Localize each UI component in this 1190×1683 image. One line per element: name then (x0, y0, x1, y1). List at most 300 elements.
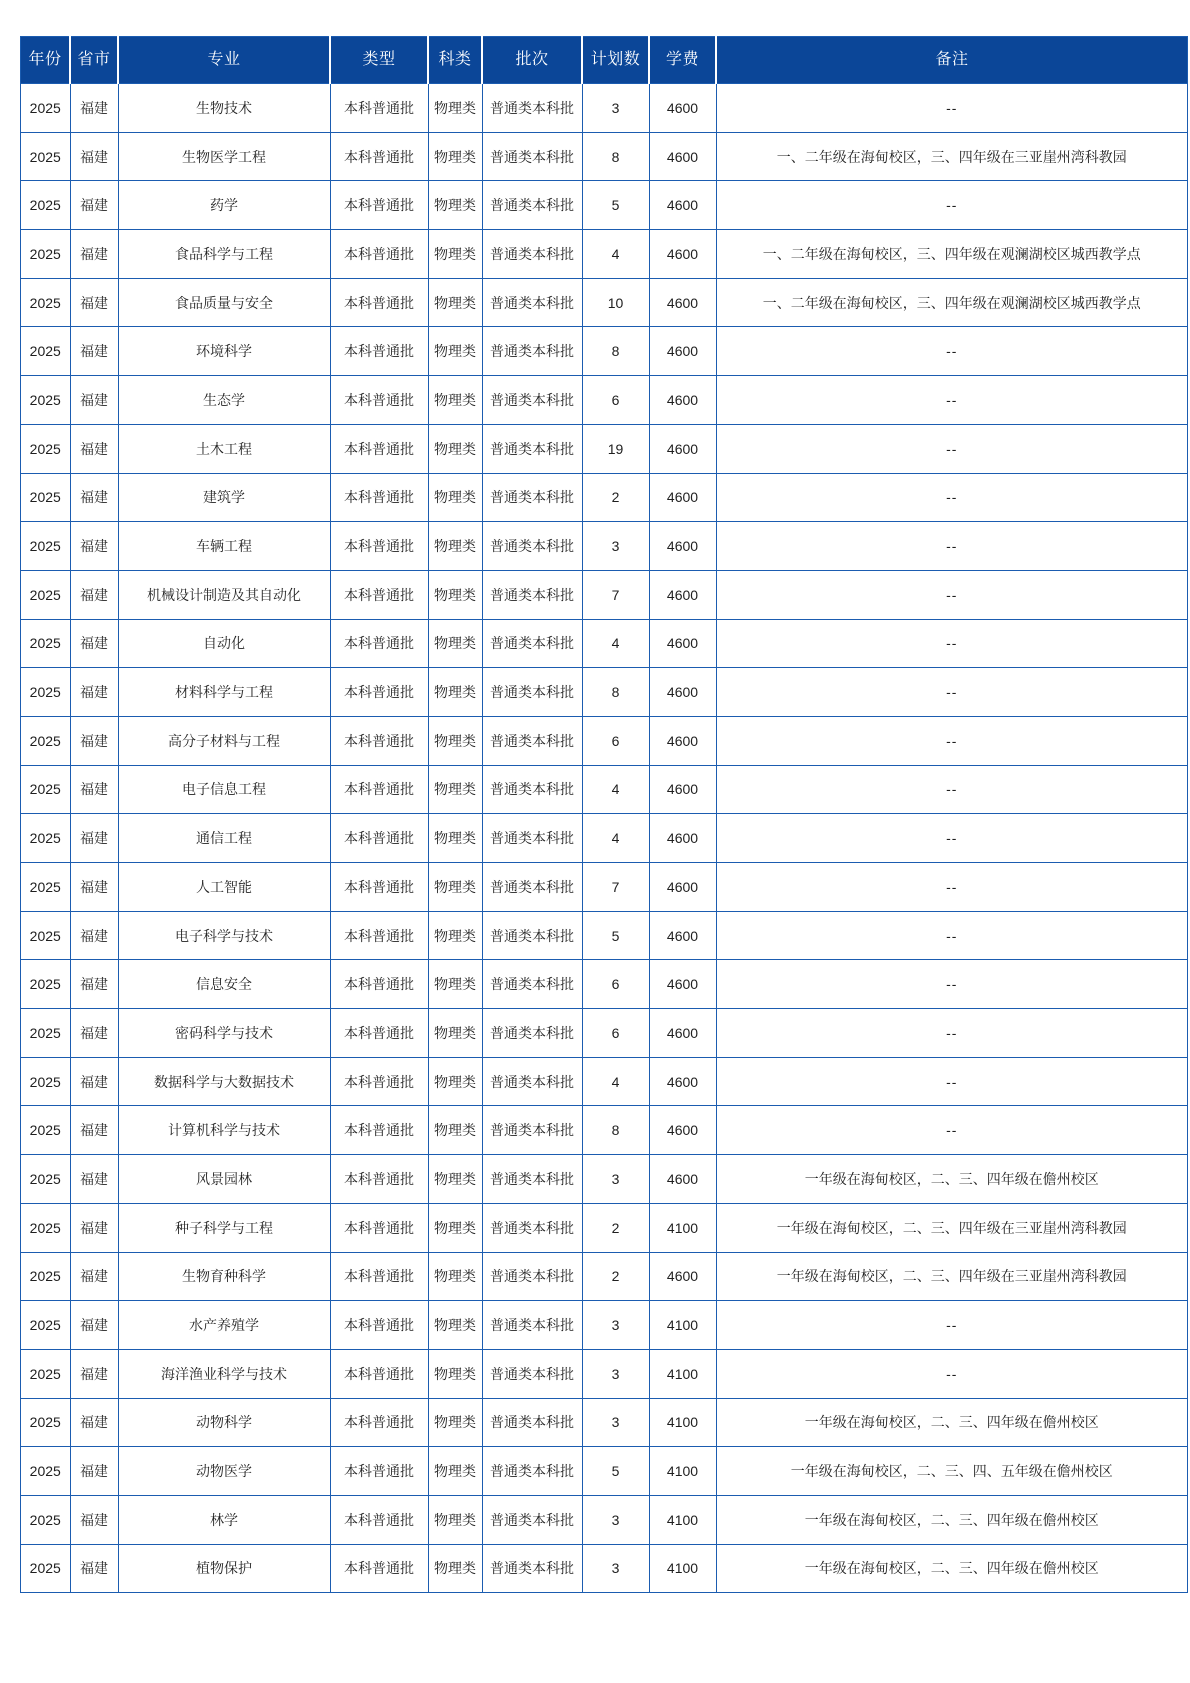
table-row (21, 1009, 1188, 1058)
cell-plan: 8 (582, 668, 649, 717)
cell-major: 风景园林 (118, 1155, 330, 1204)
cell-type: 本科普通批 (330, 1057, 428, 1106)
cell-prov: 福建 (70, 230, 118, 279)
table-row (21, 1057, 1188, 1106)
cell-batch: 普通类本科批 (482, 619, 582, 668)
cell-batch: 普通类本科批 (482, 278, 582, 327)
cell-subj: 物理类 (428, 1301, 482, 1350)
cell-prov: 福建 (70, 863, 118, 912)
cell-year: 2025 (21, 960, 71, 1009)
cell-batch: 普通类本科批 (482, 230, 582, 279)
cell-batch: 普通类本科批 (482, 814, 582, 863)
cell-major: 建筑学 (118, 473, 330, 522)
cell-remark: -- (716, 181, 1188, 230)
cell-year: 2025 (21, 716, 71, 765)
cell-remark: 一、二年级在海甸校区，三、四年级在观澜湖校区城西教学点 (716, 230, 1188, 279)
cell-subj: 物理类 (428, 522, 482, 571)
cell-major: 食品质量与安全 (118, 278, 330, 327)
cell-remark: -- (716, 522, 1188, 571)
table-row (21, 230, 1188, 279)
cell-batch: 普通类本科批 (482, 522, 582, 571)
column-header-prov: 省市 (70, 37, 118, 84)
cell-remark: -- (716, 1057, 1188, 1106)
cell-subj: 物理类 (428, 668, 482, 717)
cell-remark: -- (716, 1349, 1188, 1398)
cell-remark: -- (716, 619, 1188, 668)
cell-type: 本科普通批 (330, 960, 428, 1009)
cell-major: 种子科学与工程 (118, 1203, 330, 1252)
cell-type: 本科普通批 (330, 181, 428, 230)
table-row (21, 668, 1188, 717)
cell-year: 2025 (21, 473, 71, 522)
cell-fee: 4600 (649, 619, 716, 668)
cell-type: 本科普通批 (330, 814, 428, 863)
cell-type: 本科普通批 (330, 327, 428, 376)
cell-remark: 一、二年级在海甸校区，三、四年级在三亚崖州湾科教园 (716, 132, 1188, 181)
cell-year: 2025 (21, 1349, 71, 1398)
cell-major: 水产养殖学 (118, 1301, 330, 1350)
column-header-fee: 学费 (649, 37, 716, 84)
table-row (21, 181, 1188, 230)
cell-prov: 福建 (70, 473, 118, 522)
cell-fee: 4600 (649, 863, 716, 912)
cell-major: 计算机科学与技术 (118, 1106, 330, 1155)
table-body (21, 84, 1188, 1593)
cell-subj: 物理类 (428, 570, 482, 619)
cell-plan: 3 (582, 1495, 649, 1544)
cell-prov: 福建 (70, 327, 118, 376)
cell-year: 2025 (21, 668, 71, 717)
cell-type: 本科普通批 (330, 1349, 428, 1398)
cell-remark: 一年级在海甸校区，二、三、四年级在三亚崖州湾科教园 (716, 1252, 1188, 1301)
cell-subj: 物理类 (428, 765, 482, 814)
cell-fee: 4600 (649, 1106, 716, 1155)
cell-prov: 福建 (70, 181, 118, 230)
cell-remark: -- (716, 960, 1188, 1009)
cell-year: 2025 (21, 765, 71, 814)
cell-remark: -- (716, 84, 1188, 133)
cell-year: 2025 (21, 181, 71, 230)
cell-fee: 4100 (649, 1398, 716, 1447)
cell-fee: 4100 (649, 1544, 716, 1593)
cell-type: 本科普通批 (330, 1252, 428, 1301)
cell-type: 本科普通批 (330, 473, 428, 522)
cell-plan: 10 (582, 278, 649, 327)
cell-plan: 3 (582, 1301, 649, 1350)
cell-major: 药学 (118, 181, 330, 230)
cell-subj: 物理类 (428, 132, 482, 181)
cell-year: 2025 (21, 1544, 71, 1593)
cell-plan: 4 (582, 814, 649, 863)
cell-subj: 物理类 (428, 1155, 482, 1204)
cell-plan: 2 (582, 473, 649, 522)
cell-subj: 物理类 (428, 1447, 482, 1496)
cell-subj: 物理类 (428, 424, 482, 473)
cell-subj: 物理类 (428, 863, 482, 912)
cell-major: 生态学 (118, 376, 330, 425)
cell-subj: 物理类 (428, 1009, 482, 1058)
cell-plan: 4 (582, 619, 649, 668)
cell-subj: 物理类 (428, 1495, 482, 1544)
cell-batch: 普通类本科批 (482, 1398, 582, 1447)
table-row (21, 570, 1188, 619)
cell-type: 本科普通批 (330, 1398, 428, 1447)
cell-type: 本科普通批 (330, 230, 428, 279)
table-row (21, 814, 1188, 863)
cell-fee: 4600 (649, 181, 716, 230)
cell-year: 2025 (21, 1301, 71, 1350)
cell-year: 2025 (21, 1398, 71, 1447)
cell-prov: 福建 (70, 522, 118, 571)
cell-prov: 福建 (70, 1301, 118, 1350)
column-header-major: 专业 (118, 37, 330, 84)
cell-plan: 5 (582, 911, 649, 960)
cell-subj: 物理类 (428, 1349, 482, 1398)
cell-fee: 4600 (649, 1057, 716, 1106)
cell-major: 数据科学与大数据技术 (118, 1057, 330, 1106)
table-row (21, 376, 1188, 425)
cell-year: 2025 (21, 1252, 71, 1301)
cell-prov: 福建 (70, 278, 118, 327)
cell-year: 2025 (21, 619, 71, 668)
cell-plan: 5 (582, 1447, 649, 1496)
cell-prov: 福建 (70, 1057, 118, 1106)
table-row (21, 1106, 1188, 1155)
cell-plan: 3 (582, 1155, 649, 1204)
cell-fee: 4600 (649, 1009, 716, 1058)
cell-major: 生物技术 (118, 84, 330, 133)
cell-prov: 福建 (70, 424, 118, 473)
cell-major: 土木工程 (118, 424, 330, 473)
cell-subj: 物理类 (428, 327, 482, 376)
cell-plan: 4 (582, 1057, 649, 1106)
cell-prov: 福建 (70, 668, 118, 717)
column-header-type: 类型 (330, 37, 428, 84)
cell-prov: 福建 (70, 1106, 118, 1155)
cell-type: 本科普通批 (330, 424, 428, 473)
cell-plan: 3 (582, 1544, 649, 1593)
column-header-batch: 批次 (482, 37, 582, 84)
cell-plan: 2 (582, 1203, 649, 1252)
cell-fee: 4600 (649, 960, 716, 1009)
cell-major: 通信工程 (118, 814, 330, 863)
cell-remark: 一年级在海甸校区，二、三、四年级在儋州校区 (716, 1155, 1188, 1204)
cell-year: 2025 (21, 424, 71, 473)
table-row (21, 473, 1188, 522)
cell-type: 本科普通批 (330, 1203, 428, 1252)
cell-type: 本科普通批 (330, 132, 428, 181)
cell-type: 本科普通批 (330, 1301, 428, 1350)
cell-subj: 物理类 (428, 84, 482, 133)
cell-batch: 普通类本科批 (482, 668, 582, 717)
cell-fee: 4600 (649, 522, 716, 571)
cell-fee: 4100 (649, 1301, 716, 1350)
cell-plan: 3 (582, 522, 649, 571)
cell-batch: 普通类本科批 (482, 376, 582, 425)
cell-batch: 普通类本科批 (482, 570, 582, 619)
cell-batch: 普通类本科批 (482, 473, 582, 522)
cell-prov: 福建 (70, 1155, 118, 1204)
cell-year: 2025 (21, 911, 71, 960)
cell-major: 电子信息工程 (118, 765, 330, 814)
column-header-plan: 计划数 (582, 37, 649, 84)
cell-plan: 3 (582, 1398, 649, 1447)
cell-major: 密码科学与技术 (118, 1009, 330, 1058)
cell-type: 本科普通批 (330, 1495, 428, 1544)
cell-year: 2025 (21, 863, 71, 912)
cell-batch: 普通类本科批 (482, 424, 582, 473)
cell-year: 2025 (21, 570, 71, 619)
table-row (21, 132, 1188, 181)
table-row (21, 1544, 1188, 1593)
cell-type: 本科普通批 (330, 522, 428, 571)
cell-batch: 普通类本科批 (482, 765, 582, 814)
cell-major: 材料科学与工程 (118, 668, 330, 717)
cell-year: 2025 (21, 1155, 71, 1204)
cell-fee: 4600 (649, 230, 716, 279)
cell-prov: 福建 (70, 814, 118, 863)
cell-batch: 普通类本科批 (482, 1155, 582, 1204)
header-row (21, 37, 1188, 84)
cell-subj: 物理类 (428, 278, 482, 327)
cell-remark: -- (716, 376, 1188, 425)
cell-prov: 福建 (70, 1349, 118, 1398)
cell-year: 2025 (21, 132, 71, 181)
cell-fee: 4100 (649, 1447, 716, 1496)
cell-fee: 4100 (649, 1495, 716, 1544)
cell-prov: 福建 (70, 911, 118, 960)
cell-prov: 福建 (70, 1544, 118, 1593)
cell-subj: 物理类 (428, 814, 482, 863)
cell-fee: 4600 (649, 668, 716, 717)
cell-year: 2025 (21, 1447, 71, 1496)
table-row (21, 1301, 1188, 1350)
cell-prov: 福建 (70, 1252, 118, 1301)
cell-batch: 普通类本科批 (482, 960, 582, 1009)
cell-prov: 福建 (70, 84, 118, 133)
cell-batch: 普通类本科批 (482, 911, 582, 960)
cell-batch: 普通类本科批 (482, 84, 582, 133)
cell-plan: 6 (582, 716, 649, 765)
cell-prov: 福建 (70, 1203, 118, 1252)
cell-plan: 7 (582, 863, 649, 912)
cell-year: 2025 (21, 278, 71, 327)
table-row (21, 1495, 1188, 1544)
cell-major: 自动化 (118, 619, 330, 668)
cell-year: 2025 (21, 1009, 71, 1058)
cell-batch: 普通类本科批 (482, 1057, 582, 1106)
cell-remark: 一、二年级在海甸校区，三、四年级在观澜湖校区城西教学点 (716, 278, 1188, 327)
cell-year: 2025 (21, 1495, 71, 1544)
cell-major: 生物育种科学 (118, 1252, 330, 1301)
cell-remark: 一年级在海甸校区，二、三、四年级在儋州校区 (716, 1398, 1188, 1447)
cell-major: 环境科学 (118, 327, 330, 376)
cell-type: 本科普通批 (330, 1009, 428, 1058)
admission-plan-table (20, 36, 1188, 1593)
table-row (21, 1203, 1188, 1252)
cell-batch: 普通类本科批 (482, 1447, 582, 1496)
cell-remark: 一年级在海甸校区，二、三、四年级在三亚崖州湾科教园 (716, 1203, 1188, 1252)
cell-type: 本科普通批 (330, 278, 428, 327)
cell-type: 本科普通批 (330, 863, 428, 912)
cell-remark: -- (716, 814, 1188, 863)
cell-prov: 福建 (70, 1495, 118, 1544)
cell-prov: 福建 (70, 1398, 118, 1447)
cell-subj: 物理类 (428, 1106, 482, 1155)
cell-fee: 4600 (649, 814, 716, 863)
cell-major: 人工智能 (118, 863, 330, 912)
cell-prov: 福建 (70, 960, 118, 1009)
cell-fee: 4600 (649, 132, 716, 181)
table-row (21, 424, 1188, 473)
cell-year: 2025 (21, 327, 71, 376)
cell-remark: -- (716, 424, 1188, 473)
table-row (21, 1155, 1188, 1204)
table-row (21, 1398, 1188, 1447)
cell-plan: 6 (582, 1009, 649, 1058)
cell-year: 2025 (21, 522, 71, 571)
cell-prov: 福建 (70, 1447, 118, 1496)
cell-remark: -- (716, 1301, 1188, 1350)
table-row (21, 278, 1188, 327)
cell-remark: 一年级在海甸校区，二、三、四、五年级在儋州校区 (716, 1447, 1188, 1496)
cell-fee: 4600 (649, 716, 716, 765)
cell-subj: 物理类 (428, 1398, 482, 1447)
table-row (21, 1252, 1188, 1301)
cell-major: 海洋渔业科学与技术 (118, 1349, 330, 1398)
cell-plan: 5 (582, 181, 649, 230)
cell-subj: 物理类 (428, 1203, 482, 1252)
cell-fee: 4600 (649, 84, 716, 133)
cell-major: 植物保护 (118, 1544, 330, 1593)
cell-fee: 4100 (649, 1203, 716, 1252)
cell-remark: -- (716, 570, 1188, 619)
cell-fee: 4100 (649, 1349, 716, 1398)
cell-subj: 物理类 (428, 1544, 482, 1593)
table-row (21, 960, 1188, 1009)
cell-plan: 7 (582, 570, 649, 619)
table-row (21, 911, 1188, 960)
table-row (21, 84, 1188, 133)
cell-batch: 普通类本科批 (482, 327, 582, 376)
cell-year: 2025 (21, 814, 71, 863)
table-row (21, 765, 1188, 814)
cell-year: 2025 (21, 230, 71, 279)
cell-fee: 4600 (649, 327, 716, 376)
cell-prov: 福建 (70, 570, 118, 619)
cell-prov: 福建 (70, 132, 118, 181)
cell-subj: 物理类 (428, 716, 482, 765)
cell-prov: 福建 (70, 376, 118, 425)
cell-subj: 物理类 (428, 473, 482, 522)
cell-major: 机械设计制造及其自动化 (118, 570, 330, 619)
cell-batch: 普通类本科批 (482, 1495, 582, 1544)
cell-major: 电子科学与技术 (118, 911, 330, 960)
cell-type: 本科普通批 (330, 84, 428, 133)
cell-remark: -- (716, 765, 1188, 814)
cell-major: 高分子材料与工程 (118, 716, 330, 765)
cell-prov: 福建 (70, 716, 118, 765)
cell-subj: 物理类 (428, 181, 482, 230)
table-row (21, 716, 1188, 765)
cell-type: 本科普通批 (330, 619, 428, 668)
cell-fee: 4600 (649, 1252, 716, 1301)
cell-fee: 4600 (649, 424, 716, 473)
cell-plan: 3 (582, 84, 649, 133)
column-header-remark: 备注 (716, 37, 1188, 84)
cell-batch: 普通类本科批 (482, 1301, 582, 1350)
cell-type: 本科普通批 (330, 668, 428, 717)
cell-batch: 普通类本科批 (482, 1106, 582, 1155)
table-header (21, 37, 1188, 84)
cell-plan: 3 (582, 1349, 649, 1398)
cell-year: 2025 (21, 376, 71, 425)
cell-type: 本科普通批 (330, 765, 428, 814)
cell-type: 本科普通批 (330, 376, 428, 425)
table-row (21, 1349, 1188, 1398)
cell-major: 食品科学与工程 (118, 230, 330, 279)
cell-remark: -- (716, 863, 1188, 912)
cell-plan: 2 (582, 1252, 649, 1301)
cell-remark: 一年级在海甸校区，二、三、四年级在儋州校区 (716, 1544, 1188, 1593)
cell-subj: 物理类 (428, 230, 482, 279)
cell-type: 本科普通批 (330, 716, 428, 765)
cell-prov: 福建 (70, 1009, 118, 1058)
cell-remark: -- (716, 1106, 1188, 1155)
cell-major: 动物科学 (118, 1398, 330, 1447)
cell-fee: 4600 (649, 570, 716, 619)
table-row (21, 327, 1188, 376)
cell-plan: 19 (582, 424, 649, 473)
cell-batch: 普通类本科批 (482, 716, 582, 765)
cell-type: 本科普通批 (330, 1447, 428, 1496)
cell-fee: 4600 (649, 278, 716, 327)
table-row (21, 619, 1188, 668)
cell-batch: 普通类本科批 (482, 1349, 582, 1398)
cell-type: 本科普通批 (330, 1155, 428, 1204)
cell-batch: 普通类本科批 (482, 181, 582, 230)
cell-fee: 4600 (649, 473, 716, 522)
cell-remark: -- (716, 911, 1188, 960)
cell-plan: 8 (582, 327, 649, 376)
cell-type: 本科普通批 (330, 1106, 428, 1155)
cell-type: 本科普通批 (330, 911, 428, 960)
table-row (21, 522, 1188, 571)
cell-fee: 4600 (649, 765, 716, 814)
cell-prov: 福建 (70, 619, 118, 668)
cell-subj: 物理类 (428, 911, 482, 960)
cell-batch: 普通类本科批 (482, 863, 582, 912)
cell-plan: 4 (582, 230, 649, 279)
cell-fee: 4600 (649, 911, 716, 960)
cell-year: 2025 (21, 1057, 71, 1106)
cell-batch: 普通类本科批 (482, 1009, 582, 1058)
column-header-subj: 科类 (428, 37, 482, 84)
cell-major: 车辆工程 (118, 522, 330, 571)
column-header-year: 年份 (21, 37, 71, 84)
cell-year: 2025 (21, 84, 71, 133)
table-row (21, 863, 1188, 912)
cell-remark: -- (716, 473, 1188, 522)
cell-batch: 普通类本科批 (482, 1544, 582, 1593)
cell-plan: 6 (582, 960, 649, 1009)
cell-subj: 物理类 (428, 619, 482, 668)
cell-remark: -- (716, 1009, 1188, 1058)
cell-fee: 4600 (649, 376, 716, 425)
cell-major: 林学 (118, 1495, 330, 1544)
cell-remark: -- (716, 716, 1188, 765)
cell-subj: 物理类 (428, 1057, 482, 1106)
